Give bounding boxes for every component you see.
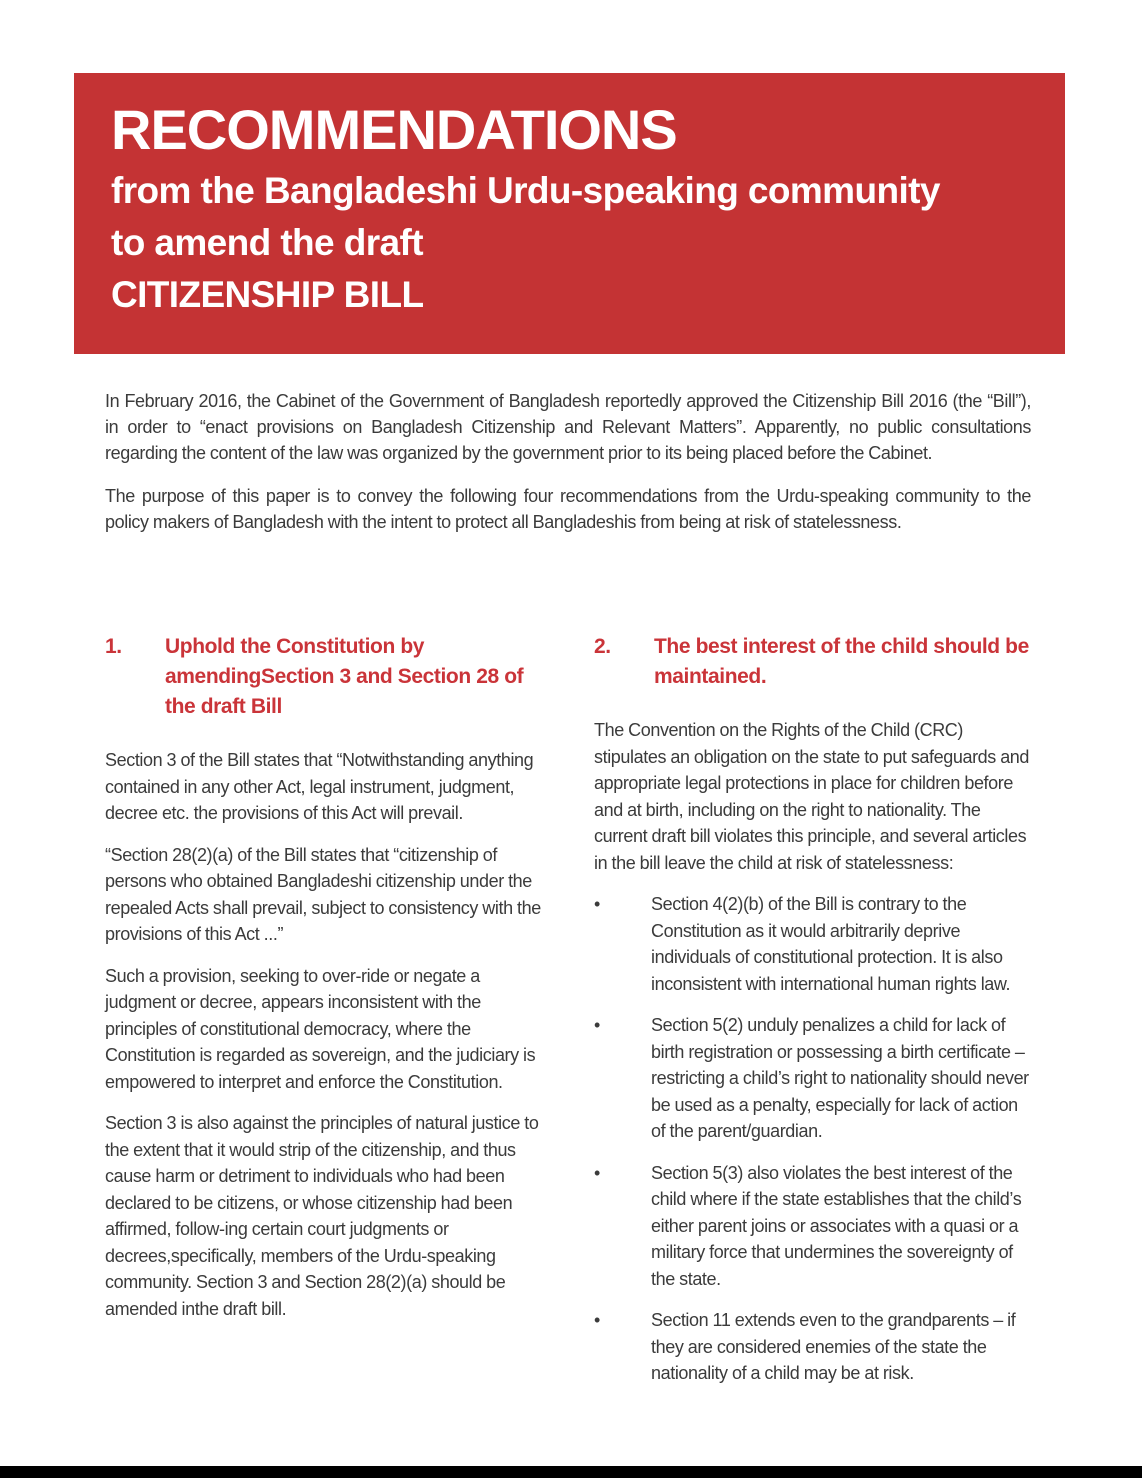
section-2-paragraph-1: The Convention on the Rights of the Child (CRC) stipulates an obligation on the state to put safeguards and appropriate legal protections in place for children before and at birth, including on the right to nationality. The current draft bill violates this principle, and several articles in the bill leave the child at risk of statelessness: xyxy=(594,720,1030,873)
section-1-paragraph-1: Section 3 of the Bill states that “Notwithstanding anything contained in any other Act, legal instrument, judgment, decree etc. the provisions of this Act will prevail. xyxy=(105,750,534,823)
section-1-paragraph-4: Section 3 is also against the principles of natural justice to the extent that it would strip of the citizenship, and thus cause harm or detriment to individuals who had been declared to be citizens, or whose citizenship had been affirmed, follow-ing certain court judgments or decrees,specifically, members of the Urdu-speaking community. Section 3 and Section 28(2)(a) should be amended inthe draft bill. xyxy=(105,1113,539,1319)
bullet-item-3 xyxy=(594,1160,1033,1293)
title-banner xyxy=(74,73,1065,354)
bullet-marker-icon: • xyxy=(594,1015,600,1035)
document-subtitle-line-1: from the Bangladeshi Urdu-speaking community xyxy=(111,170,940,211)
document-subtitle-line-2: to amend the draft xyxy=(111,222,423,263)
section-2-bullet-list xyxy=(594,891,1033,1387)
bullet-text-4: Section 11 extends even to the grandparents – if they are considered enemies of the state the nationality of a child may be at risk. xyxy=(651,1310,1016,1383)
bullet-text-2: Section 5(2) unduly penalizes a child for lack of birth registration or possessing a birth certificate – restricting a child’s right to nationality should never be used as a penalty, especially for lack of action of the parent/guardian. xyxy=(651,1015,1029,1141)
bullet-item-1 xyxy=(594,891,1033,997)
bullet-item-4 xyxy=(594,1307,1033,1387)
section-1-paragraph-2: “Section 28(2)(a) of the Bill states that “citizenship of persons who obtained Bangladeshi citizenship under the repealed Acts shall prevail, subject to consistency with the provisions of this Act ...” xyxy=(105,844,541,944)
recommendations-columns xyxy=(105,632,1033,1402)
introduction-block xyxy=(105,388,1031,552)
section-1-paragraph-3: Such a provision, seeking to over-ride or negate a judgment or decree, appears inconsistent with the principles of constitutional democracy, where the Constitution is regarded as sovereign, and the judiciary is empowered to interpret and enforce the Constitution. xyxy=(105,965,536,1092)
document-subtitle-line-3: CITIZENSHIP BILL xyxy=(111,274,424,315)
intro-paragraph-2: The purpose of this paper is to convey the following four recommendations from the Urdu-speaking community to the policy makers of Bangladesh with the intent to protect all Bangladeshis from being at risk of statelessness. xyxy=(105,486,1031,532)
document-title: RECOMMENDATIONS xyxy=(111,98,677,161)
bullet-text-3: Section 5(3) also violates the best interest of the child where if the state establishes that the child’s either parent joins or associates with a quasi or a military force that undermines the sovereignty of the state. xyxy=(651,1162,1022,1289)
section-1-number: 1. xyxy=(105,635,122,658)
bullet-text-1: Section 4(2)(b) of the Bill is contrary to the Constitution as it would arbitrarily deprive individuals of constitutional protection. It is also inconsistent with international human rights law. xyxy=(651,894,1011,994)
section-2-title: The best interest of the child should be maintained. xyxy=(654,635,1029,688)
bullet-item-2 xyxy=(594,1012,1033,1145)
section-1-title: Uphold the Constitution by amendingSection 3 and Section 28 of the draft Bill xyxy=(165,635,524,718)
section-1-heading xyxy=(105,632,544,722)
section-2 xyxy=(594,632,1033,1402)
page-bottom-edge xyxy=(0,1466,1142,1478)
bullet-marker-icon: • xyxy=(594,1310,600,1330)
section-2-number: 2. xyxy=(594,635,611,658)
section-1 xyxy=(105,632,544,1402)
intro-paragraph-1: In February 2016, the Cabinet of the Government of Bangladesh reportedly approved the Citizenship Bill 2016 (the “Bill”), in order to “enact provisions on Bangladesh Citizenship and Relevant Matters”. Apparently, no public consultations regarding the content of the law was organized by the government prior to its being placed before the Cabinet. xyxy=(105,391,1031,463)
bullet-marker-icon: • xyxy=(594,894,600,914)
section-2-heading xyxy=(594,632,1033,692)
bullet-marker-icon: • xyxy=(594,1162,600,1183)
